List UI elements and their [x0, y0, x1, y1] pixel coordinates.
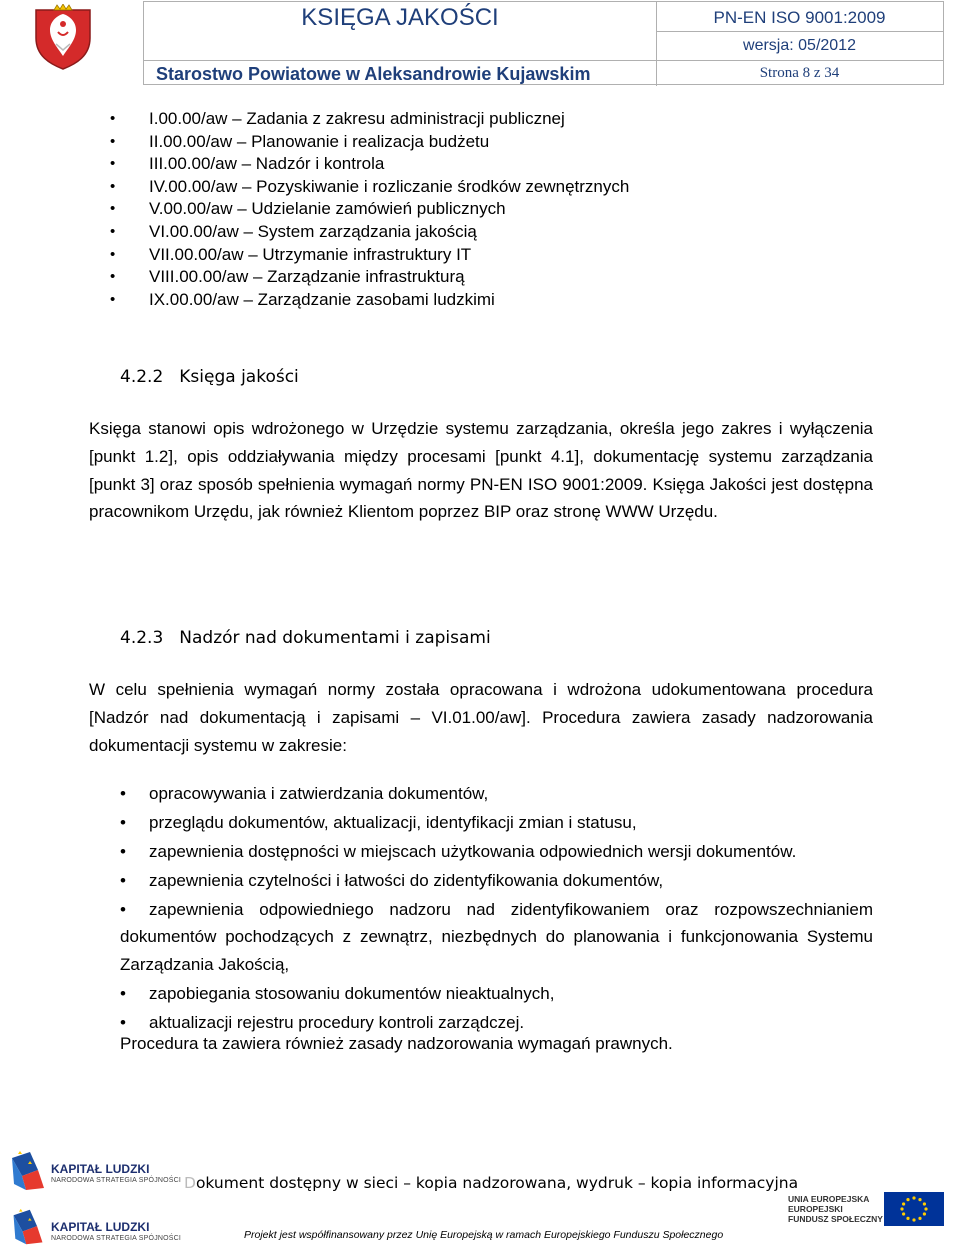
section-number: 4.2.3: [120, 628, 164, 648]
section-paragraph: W celu spełnienia wymagań normy została opracowana i wdrożona udokumentowana procedura [Nadzór nad dokumentacją i zapisami – VI.01.00/aw]. Procedura zawiera zasady nadzorowania dokumentacji systemu w zakresie:: [89, 680, 873, 755]
list-item: • VII.00.00/aw – Utrzymanie infrastruktury IT: [110, 244, 910, 267]
document-title: KSIĘGA JAKOŚCI: [301, 4, 499, 31]
section-heading-4-2-3: [120, 628, 491, 648]
version-label: wersja: 05/2012: [743, 37, 856, 54]
section-number: 4.2.2: [120, 367, 164, 387]
office-name: Starostwo Powiatowe w Aleksandrowie Kujawskim: [156, 64, 591, 84]
list-item: • aktualizacji rejestru procedury kontroli zarządczej.: [120, 1012, 525, 1032]
eu-text: UNIA EUROPEJSKA EUROPEJSKI FUNDUSZ SPOŁECZNY: [788, 1194, 883, 1224]
section-title: Nadzór nad dokumentami i zapisami: [179, 628, 491, 648]
list-item: • VIII.00.00/aw – Zarządzanie infrastrukturą: [110, 266, 910, 289]
list-item: • przeglądu dokumentów, aktualizacji, identyfikacji zmian i statusu,: [120, 812, 637, 832]
list-item: • zapobiegania stosowaniu dokumentów nieaktualnych,: [120, 984, 555, 1004]
list-item: • III.00.00/aw – Nadzór i kontrola: [110, 153, 910, 176]
kapital-ludzki-icon: [8, 1150, 48, 1192]
kapital-ludzki-logo: [8, 1150, 188, 1194]
norm-label: PN-EN ISO 9001:2009: [713, 8, 886, 27]
list-item: • VI.00.00/aw – System zarządzania jakością: [110, 221, 910, 244]
footer-note: Dokument dostępny w sieci – kopia nadzorowana, wydruk – kopia informacyjna: [184, 1174, 799, 1192]
kl-subtitle: NARODOWA STRATEGIA SPÓJNOŚCI: [51, 1177, 182, 1184]
scope-list: [120, 780, 873, 1038]
page-number: Strona 8 z 34: [759, 65, 840, 81]
section-heading-4-2-2: [120, 367, 299, 387]
county-crest-logo: [32, 4, 94, 70]
list-item: • II.00.00/aw – Planowanie i realizacja budżetu: [110, 131, 910, 154]
list-item: • I.00.00/aw – Zadania z zakresu administracji publicznej: [110, 108, 910, 131]
kl-title: KAPITAŁ LUDZKI: [51, 1162, 150, 1176]
list-item: • zapewnienia dostępności w miejscach użytkowania odpowiednich wersji dokumentów.: [120, 841, 797, 861]
section-title: Księga jakości: [179, 367, 299, 387]
list-item: • IV.00.00/aw – Pozyskiwanie i rozliczanie środków zewnętrznych: [110, 176, 910, 199]
kapital-ludzki-icon: [8, 1208, 48, 1246]
closing-sentence: Procedura ta zawiera również zasady nadzorowania wymagań prawnych.: [120, 1034, 673, 1053]
kapital-ludzki-logo-2: [8, 1208, 188, 1248]
section-paragraph: Księga stanowi opis wdrożonego w Urzędzie systemu zarządzania, określa jego zakres i wyłączenia [punkt 1.2], opis oddziaływania między procesami [punkt 4.1], dokumentację systemu zarządzania [punkt 3] oraz sposób spełnienia wymagań normy PN-EN ISO 9001:2009. Księga Jakości jest dostępna pracownikom Urzędu, jak również Klientom poprzez BIP oraz stronę WWW Urzędu.: [89, 419, 873, 522]
list-item: • V.00.00/aw – Udzielanie zamówień publicznych: [110, 198, 910, 221]
list-item: • zapewnienia czytelności i łatwości do zidentyfikowania dokumentów,: [120, 870, 664, 890]
eu-esf-logo: [788, 1192, 950, 1226]
process-list: [110, 108, 910, 311]
list-item: • opracowywania i zatwierdzania dokumentów,: [120, 784, 489, 803]
list-item: • zapewnienia odpowiedniego nadzoru nad zidentyfikowaniem oraz rozpowszechnianiem dokumentów pochodzących z zewnątrz, niezbędnych do planowania i funkcjonowania Systemu Zarządzania Jakością,: [120, 899, 873, 975]
cofinance-note: Projekt jest współfinansowany przez Unię Europejską w ramach Europejskiego Funduszu Społecznego: [244, 1229, 724, 1241]
document-header: [143, 1, 944, 85]
kl-title: KAPITAŁ LUDZKI: [51, 1220, 150, 1234]
list-item: • IX.00.00/aw – Zarządzanie zasobami ludzkimi: [110, 289, 910, 312]
kl-subtitle: NARODOWA STRATEGIA SPÓJNOŚCI: [51, 1235, 182, 1242]
eu-flag-icon: [884, 1192, 944, 1226]
